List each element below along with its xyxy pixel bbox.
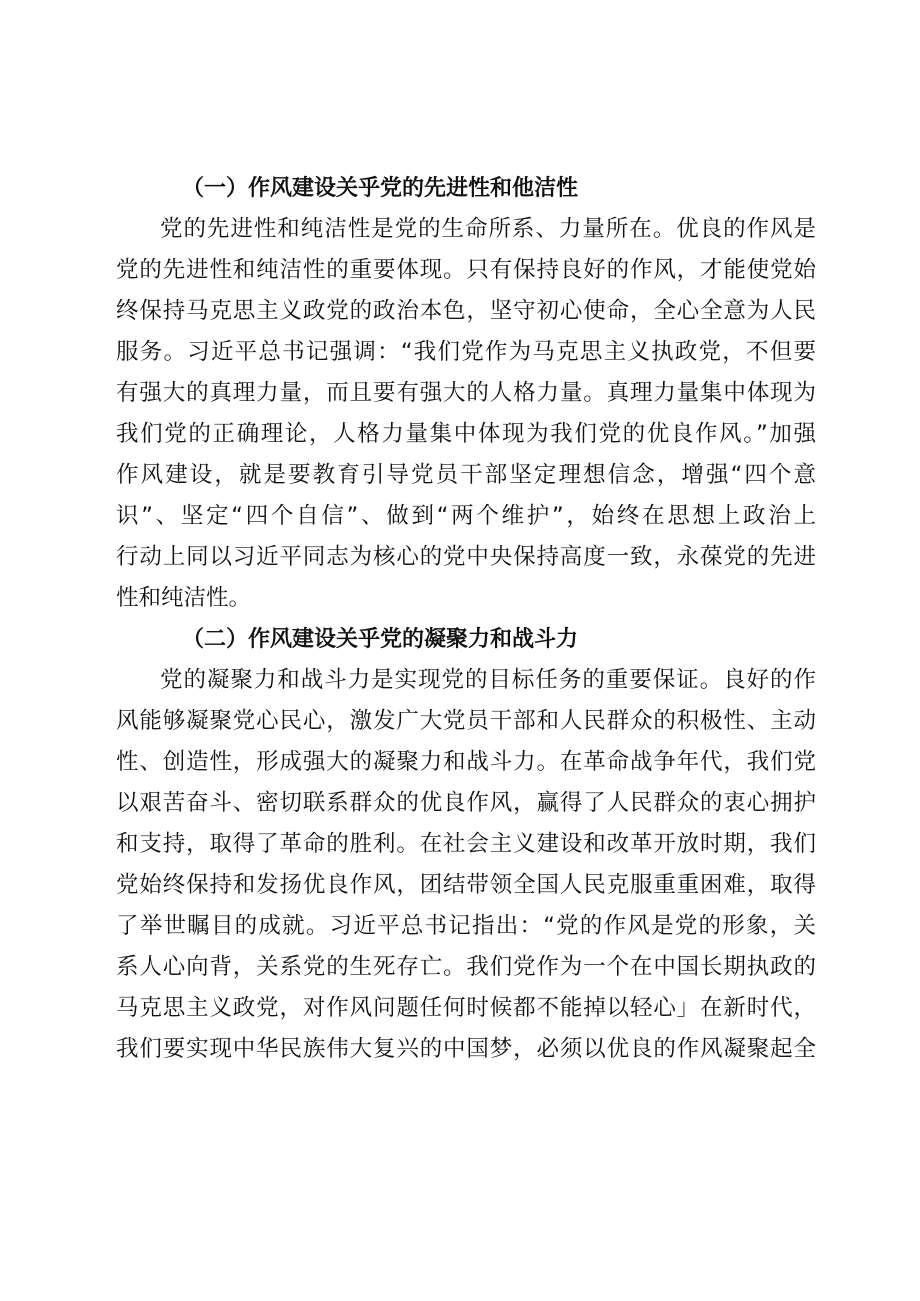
paragraph-line: 了举世瞩目的成就。习近平总书记指出：“党的作风是党的形象，关 bbox=[116, 913, 816, 939]
paragraph-line: 党始终保持和发扬优良作风，团结带领全国人民克服重重困难，取得 bbox=[116, 872, 816, 898]
paragraph-line: 我们党的正确理论，人格力量集中体现为我们党的优良作风。”加强 bbox=[116, 421, 816, 447]
paragraph-line: 我们要实现中华民族伟大复兴的中国梦，必须以优良的作风凝聚起全 bbox=[116, 1036, 816, 1062]
paragraph-line: 性和纯洁性。 bbox=[116, 585, 252, 611]
paragraph-line: 作风建设，就是要教育引导党员干部坚定理想信念，增强“四个意 bbox=[116, 462, 816, 488]
document-body bbox=[116, 168, 816, 1070]
paragraph-line: 以艰苦奋斗、密切联系群众的优良作风，赢得了人民群众的衷心拥护 bbox=[116, 790, 816, 816]
paragraph-line: 马克思主义政党，对作风问题任何时候都不能掉以轻心」在新时代， bbox=[116, 995, 816, 1021]
paragraph-line: 党的凝聚力和战斗力是实现党的目标任务的重要保证。良好的作 bbox=[160, 667, 816, 693]
paragraph-line: 性、创造性，形成强大的凝聚力和战斗力。在革命战争年代，我们党 bbox=[116, 749, 816, 775]
paragraph-line: 有强大的真理力量，而且要有强大的人格力量。真理力量集中体现为 bbox=[116, 380, 816, 406]
section-heading-2: （二）作风建设关乎党的凝聚力和战斗力 bbox=[182, 627, 579, 652]
paragraph-line: 系人心向背，关系党的生死存亡。我们党作为一个在中国长期执政的 bbox=[116, 954, 816, 980]
paragraph-line: 终保持马克思主义政党的政治本色，坚守初心使命，全心全意为人民 bbox=[116, 298, 816, 324]
paragraph-line: 党的先进性和纯洁性的重要体现。只有保持良好的作风，才能使党始 bbox=[116, 257, 816, 283]
paragraph-line: 风能够凝聚党心民心，激发广大党员干部和人民群众的积极性、主动 bbox=[116, 708, 816, 734]
paragraph-line: 党的先进性和纯洁性是党的生命所系、力量所在。优良的作风是 bbox=[160, 216, 816, 242]
paragraph-line: 和支持，取得了革命的胜利。在社会主义建设和改革开放时期，我们 bbox=[116, 831, 816, 857]
paragraph-line: 行动上同以习近平同志为核心的党中央保持高度一致，永葆党的先进 bbox=[116, 544, 816, 570]
paragraph-line: 服务。习近平总书记强调：“我们党作为马克思主义执政党，不但要 bbox=[116, 339, 816, 365]
section-heading-1: （一）作风建设关乎党的先进性和他洁性 bbox=[182, 176, 579, 201]
paragraph-line: 识”、坚定“四个自信”、做到“两个维护”，始终在思想上政治上 bbox=[116, 503, 816, 529]
